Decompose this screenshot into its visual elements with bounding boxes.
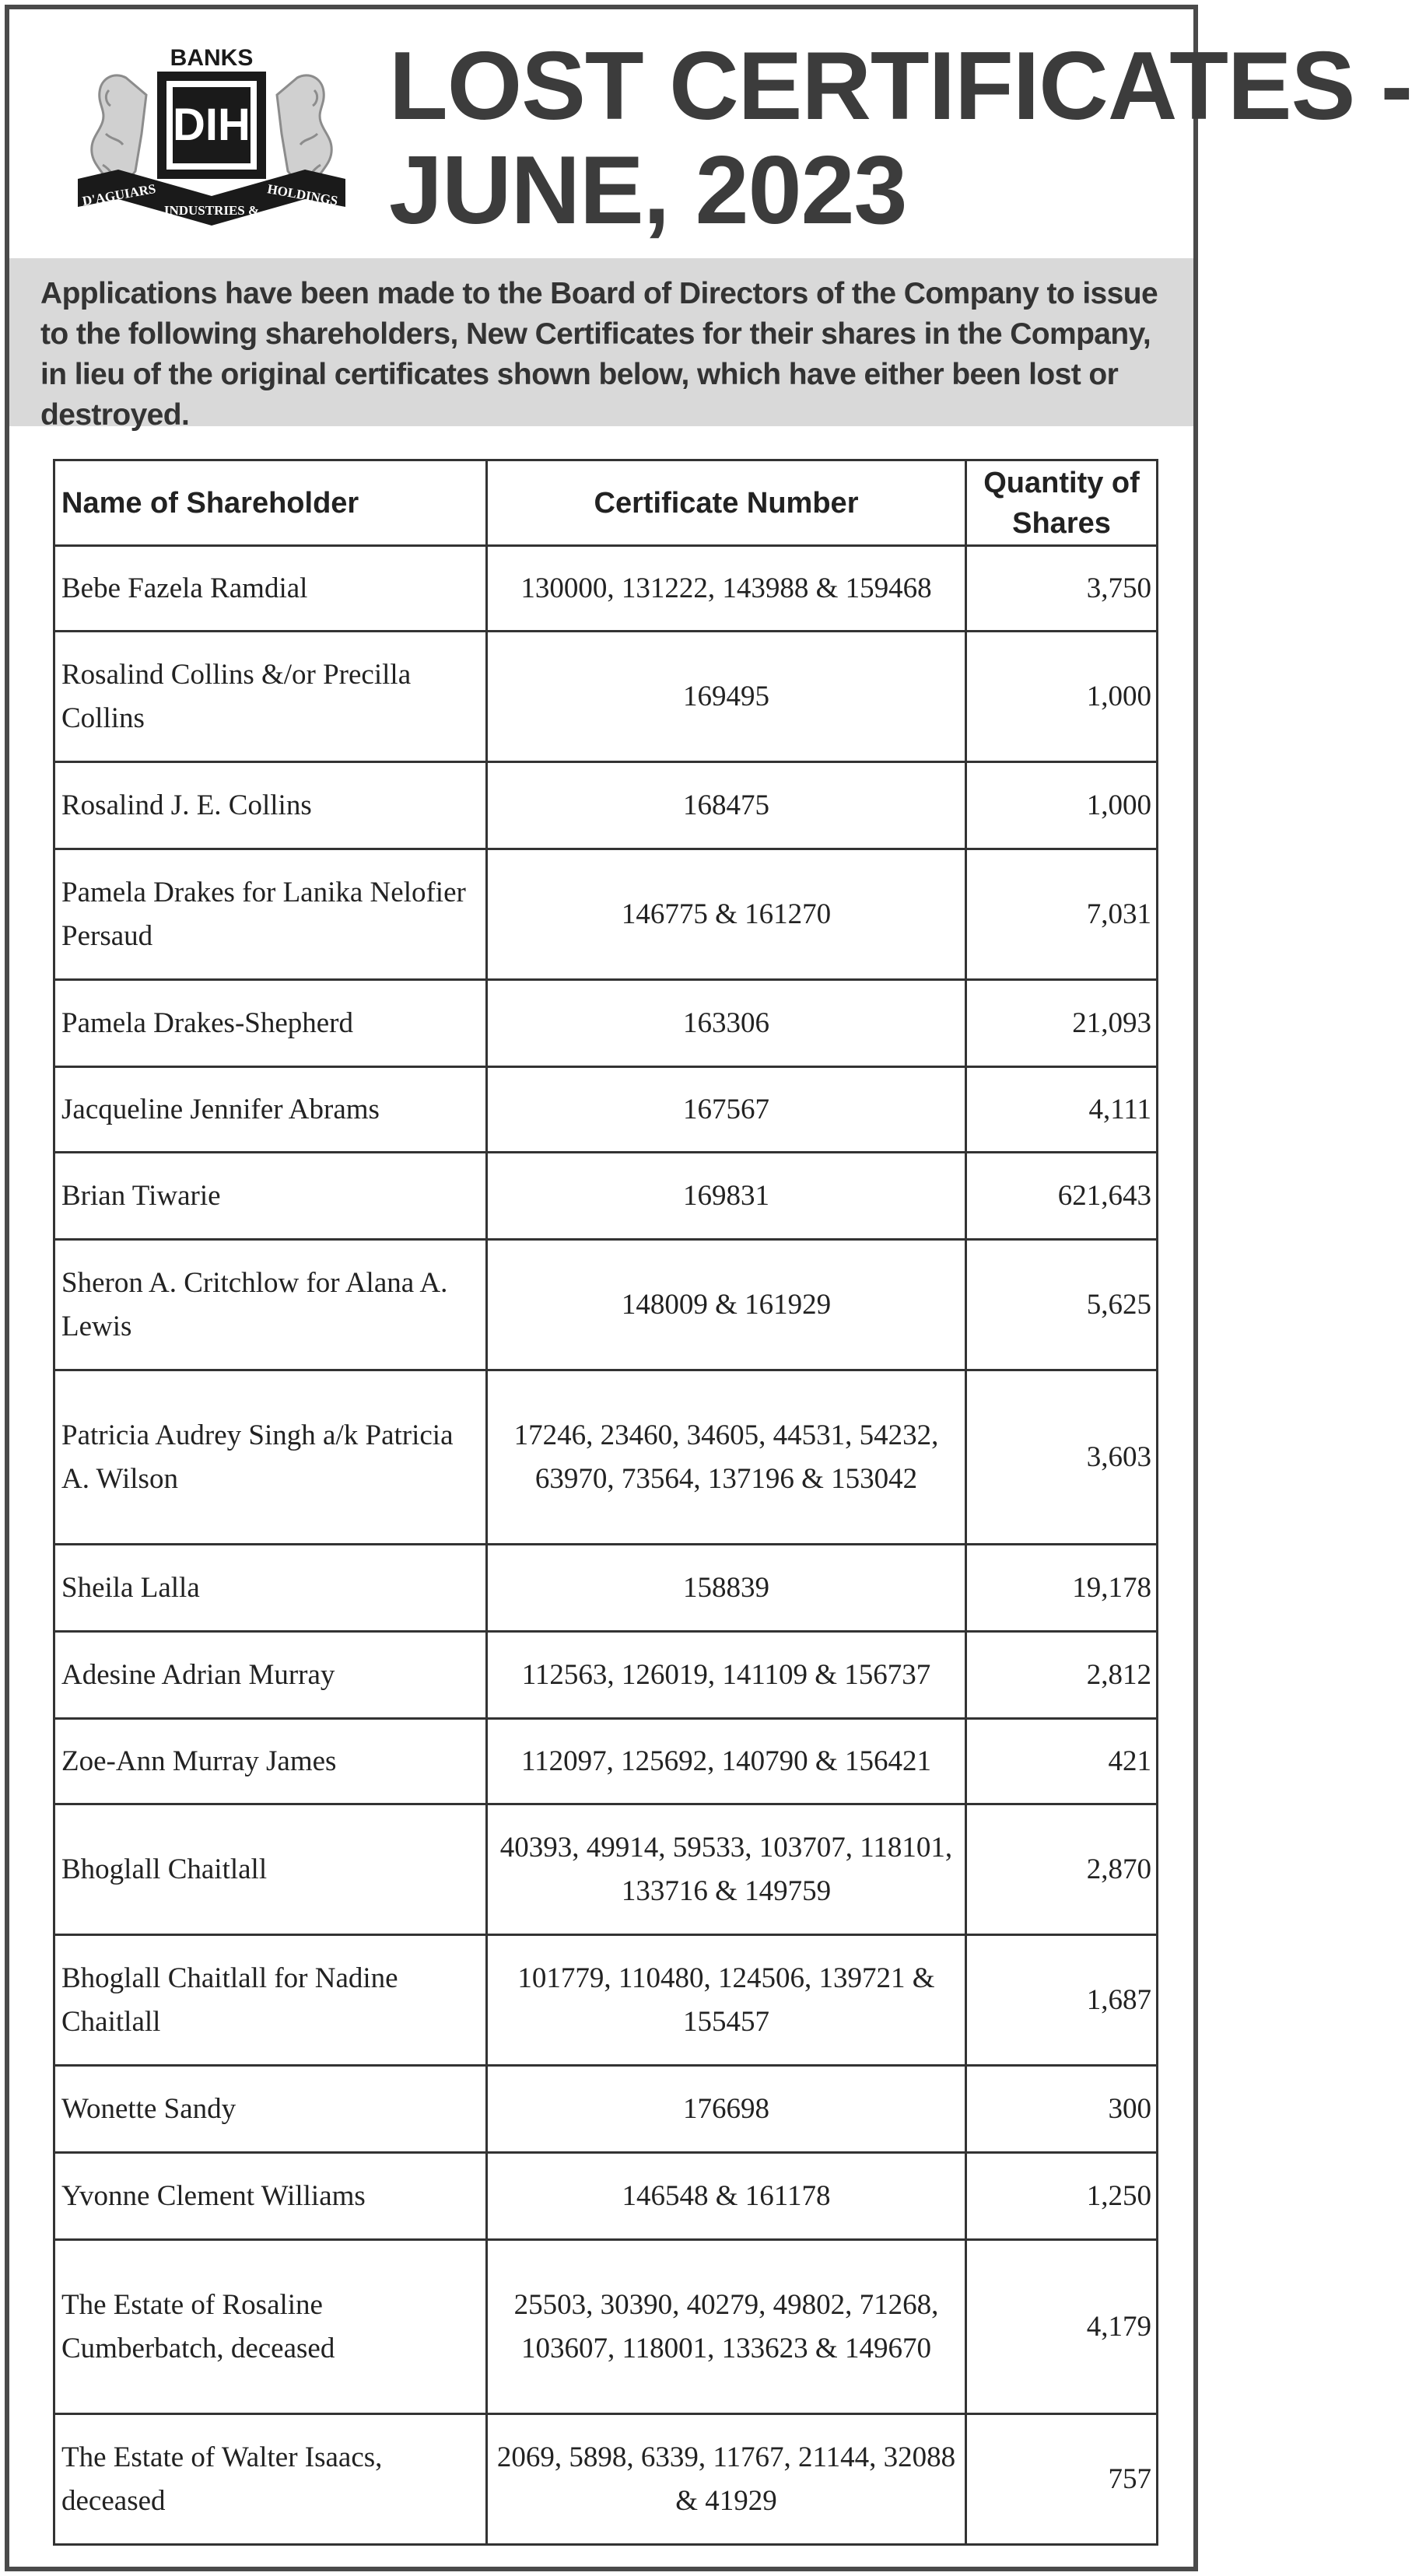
quantity-of-shares: 2,812 <box>966 1632 1158 1719</box>
table-row <box>54 849 1158 980</box>
table-row <box>54 1804 1158 1935</box>
certificate-number: 176698 <box>487 2066 966 2153</box>
quantity-of-shares: 621,643 <box>966 1153 1158 1240</box>
logo-ribbon-middle: INDUSTRIES & <box>163 203 260 218</box>
notice-frame <box>5 5 1412 2571</box>
certificate-number: 25503, 30390, 40279, 49802, 71268, 103607, 118001, 133623 & 149670 <box>487 2240 966 2414</box>
quantity-of-shares: 421 <box>966 1719 1158 1804</box>
certificate-number: 101779, 110480, 124506, 139721 & 155457 <box>487 1935 966 2066</box>
table-row <box>54 1067 1158 1153</box>
logo-ribbon-right: HOLDINGS <box>266 181 339 208</box>
quantity-of-shares: 757 <box>966 2414 1158 2545</box>
quantity-of-shares: 1,000 <box>966 762 1158 849</box>
certificate-number: 2069, 5898, 6339, 11767, 21144, 32088 & 41929 <box>487 2414 966 2545</box>
quantity-of-shares: 19,178 <box>966 1545 1158 1632</box>
certificate-number: 40393, 49914, 59533, 103707, 118101, 133716 & 149759 <box>487 1804 966 1935</box>
logo-banks-text: BANKS <box>170 45 254 71</box>
shareholder-name: The Estate of Rosaline Cumberbatch, deceased <box>54 2240 487 2414</box>
quantity-of-shares: 5,625 <box>966 1240 1158 1370</box>
certificate-number: 112563, 126019, 141109 & 156737 <box>487 1632 966 1719</box>
shareholder-name: Sheila Lalla <box>54 1545 487 1632</box>
certificate-number: 168475 <box>487 762 966 849</box>
table-row <box>54 1545 1158 1632</box>
shareholder-name: Bebe Fazela Ramdial <box>54 546 487 632</box>
table-row <box>54 2066 1158 2153</box>
table-row <box>54 980 1158 1067</box>
quantity-of-shares: 1,250 <box>966 2153 1158 2240</box>
certificate-number: 169495 <box>487 632 966 762</box>
quantity-of-shares: 3,603 <box>966 1370 1158 1545</box>
intro-text: Applications have been made to the Board of Directors of the Company to issue to the following shareholders, New Certificates for their shares in the Company, in lieu of the original certificates shown below, which have either been lost or destroyed. <box>40 277 1158 432</box>
shareholder-name: Patricia Audrey Singh a/k Patricia A. Wilson <box>54 1370 487 1545</box>
shareholder-name: Rosalind Collins &/or Precilla Collins <box>54 632 487 762</box>
certificate-number: 112097, 125692, 140790 & 156421 <box>487 1719 966 1804</box>
certificate-number: 167567 <box>487 1067 966 1153</box>
table-row <box>54 1935 1158 2066</box>
notice-header <box>9 9 1412 258</box>
logo-monogram: DIH <box>173 100 251 150</box>
certificate-number: 146775 & 161270 <box>487 849 966 980</box>
shareholder-name: Wonette Sandy <box>54 2066 487 2153</box>
page-title <box>389 33 1412 244</box>
table-row <box>54 1240 1158 1370</box>
certificate-number: 130000, 131222, 143988 & 159468 <box>487 546 966 632</box>
page-title-line-2: JUNE, 2023 <box>389 137 907 244</box>
shareholder-name: Zoe-Ann Murray James <box>54 1719 487 1804</box>
intro-banner <box>9 258 1193 432</box>
quantity-of-shares: 1,000 <box>966 632 1158 762</box>
banks-dih-logo <box>72 40 352 231</box>
table-row <box>54 2414 1158 2545</box>
shareholder-name: Bhoglall Chaitlall for Nadine Chaitlall <box>54 1935 487 2066</box>
table-row <box>54 2153 1158 2240</box>
table-row <box>54 2240 1158 2414</box>
certificate-number: 169831 <box>487 1153 966 1240</box>
certificate-number: 163306 <box>487 980 966 1067</box>
quantity-of-shares: 300 <box>966 2066 1158 2153</box>
quantity-of-shares: 4,179 <box>966 2240 1158 2414</box>
shareholder-name: Pamela Drakes-Shepherd <box>54 980 487 1067</box>
shareholder-name: The Estate of Walter Isaacs, deceased <box>54 2414 487 2545</box>
certificate-number: 148009 & 161929 <box>487 1240 966 1370</box>
table-row <box>54 546 1158 632</box>
shareholder-name: Sheron A. Critchlow for Alana A. Lewis <box>54 1240 487 1370</box>
certificate-number: 146548 & 161178 <box>487 2153 966 2240</box>
shareholder-name: Jacqueline Jennifer Abrams <box>54 1067 487 1153</box>
header-name-of-shareholder: Name of Shareholder <box>54 460 487 546</box>
quantity-of-shares: 21,093 <box>966 980 1158 1067</box>
shareholder-name: Bhoglall Chaitlall <box>54 1804 487 1935</box>
certificate-number: 158839 <box>487 1545 966 1632</box>
shareholder-name: Yvonne Clement Williams <box>54 2153 487 2240</box>
quantity-of-shares: 7,031 <box>966 849 1158 980</box>
table-row <box>54 1370 1158 1545</box>
quantity-of-shares: 4,111 <box>966 1067 1158 1153</box>
shareholder-name: Pamela Drakes for Lanika Nelofier Persaud <box>54 849 487 980</box>
shareholder-name: Adesine Adrian Murray <box>54 1632 487 1719</box>
table-row <box>54 632 1158 762</box>
header-certificate-number: Certificate Number <box>487 460 966 546</box>
table-row <box>54 1719 1158 1804</box>
table-row <box>54 1153 1158 1240</box>
table-row <box>54 1632 1158 1719</box>
quantity-of-shares: 2,870 <box>966 1804 1158 1935</box>
logo-ribbon-left: D'AGUIARS <box>81 180 157 209</box>
quantity-of-shares: 3,750 <box>966 546 1158 632</box>
header-quantity-of-shares: Quantity of Shares <box>966 460 1158 546</box>
table-row <box>54 762 1158 849</box>
lost-certificates-table <box>53 459 1158 2546</box>
quantity-of-shares: 1,687 <box>966 1935 1158 2066</box>
table-header-row <box>54 460 1158 546</box>
shareholder-name: Brian Tiwarie <box>54 1153 487 1240</box>
certificate-number: 17246, 23460, 34605, 44531, 54232, 63970, 73564, 137196 & 153042 <box>487 1370 966 1545</box>
shareholder-name: Rosalind J. E. Collins <box>54 762 487 849</box>
page-title-line-1: LOST CERTIFICATES - <box>389 33 1412 140</box>
